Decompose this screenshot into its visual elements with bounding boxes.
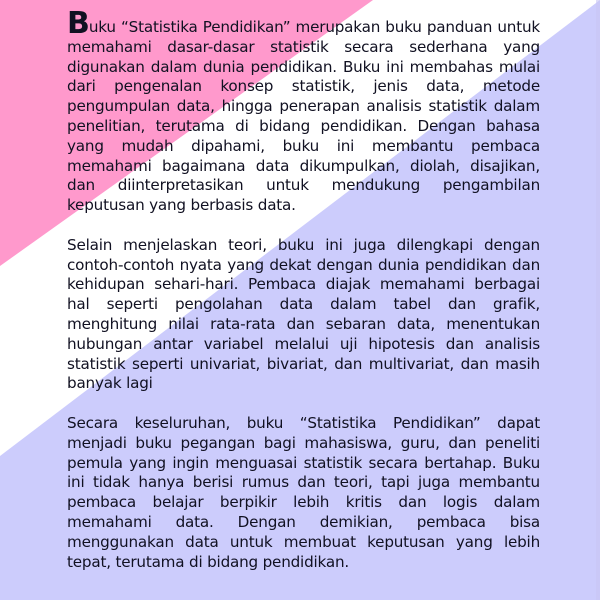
paragraph-intro-text: uku “Statistika Pendidikan” merupakan buku panduan untuk memahami dasar-dasar statistik secara sederhana yang digunakan dalam dunia pendidikan. Buku ini membahas mulai dari pengenalan konsep statistik, jenis data, metode pengumpulan data, hingga penerapan analisis statistik dalam penelitian, terutama di bidang pendidikan. Dengan bahasa yang mudah dipahami, buku ini membantu pembaca memahami bagaimana data dikumpulkan, diolah, disajikan, dan diinterpretasikan untuk mendukung pengambilan keputusan yang berbasis data. [67, 18, 540, 215]
paragraph-conclusion: Secara keseluruhan, buku “Statistika Pendidikan” dapat menjadi buku pegangan bagi mahasiswa, guru, dan peneliti pemula yang ingin menguasai statistik secara bertahap. Buku ini tidak hanya berisi rumus dan teori, tapi juga membantu pembaca belajar berpikir lebih kritis dan logis dalam memahami data. Dengan demikian, pembaca bisa menggunakan data untuk membuat keputusan yang lebih tepat, terutama di bidang pendidikan. [67, 413, 540, 571]
paragraph-intro [67, 6, 540, 216]
drop-cap: B [67, 6, 89, 41]
back-cover-description [67, 6, 540, 592]
paragraph-examples: Selain menjelaskan teori, buku ini juga dilengkapi dengan contoh-contoh nyata yang dekat dengan dunia pendidikan dan kehidupan sehari-hari. Pembaca diajak memahami berbagai hal seperti pengolahan data dalam tabel dan grafik, menghitung nilai rata-rata dan sebaran data, menentukan hubungan antar variabel melalui uji hipotesis dan analisis statistik seperti univariat, bivariat, dan multivariat, dan masih banyak lagi [67, 235, 540, 393]
